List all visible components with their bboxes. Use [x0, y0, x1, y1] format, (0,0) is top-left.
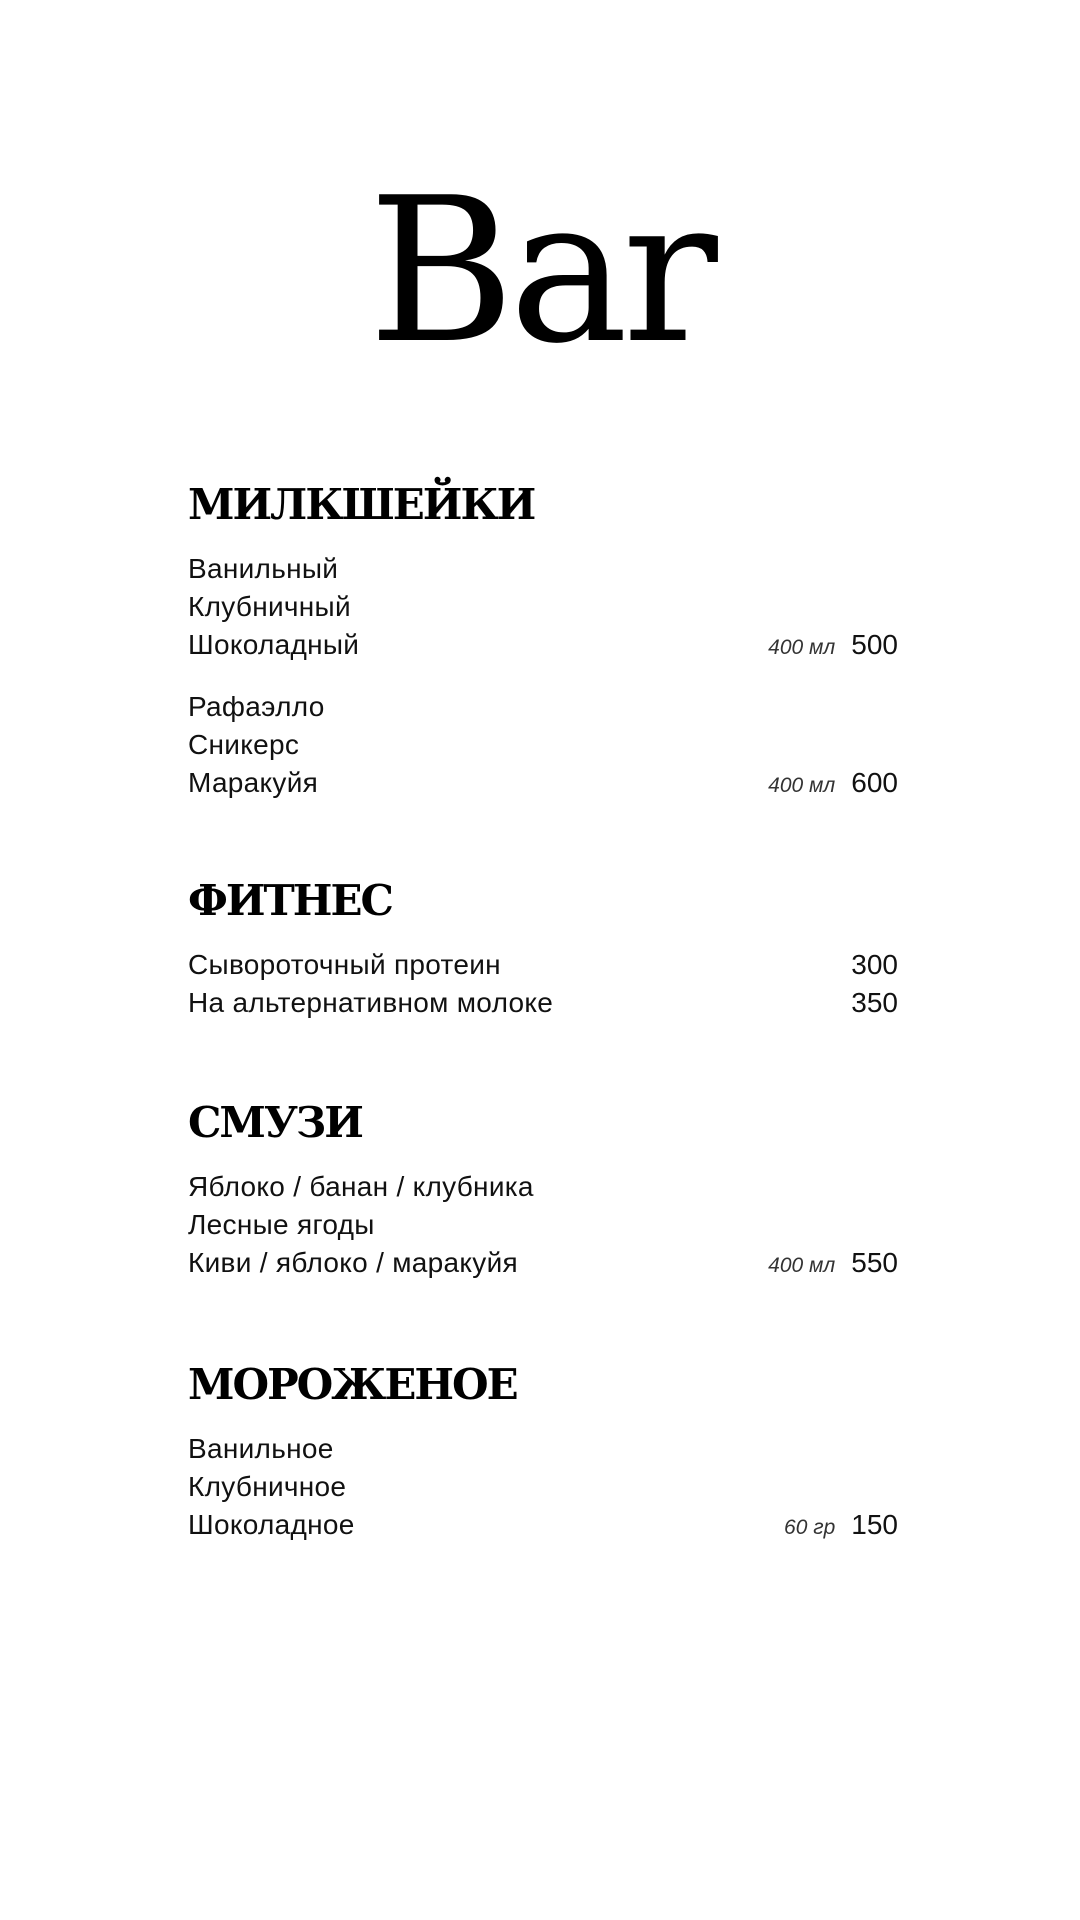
item-price: 500	[851, 629, 898, 660]
item-price: 600	[851, 767, 898, 798]
section-title-icecream: МОРОЖЕНОЕ	[188, 1360, 517, 1409]
menu-item	[188, 1206, 898, 1244]
item-volume: 400 мл	[768, 1254, 836, 1277]
price-block	[768, 1244, 898, 1285]
menu-item	[188, 1244, 898, 1282]
item-volume: 60 гр	[784, 1516, 836, 1539]
item-name: Клубничное	[188, 1471, 347, 1502]
menu-item	[188, 764, 898, 802]
section-milkshakes	[188, 480, 898, 802]
section-title-fitness: ФИТНЕС	[188, 876, 392, 925]
section-title-smoothies: СМУЗИ	[188, 1098, 362, 1147]
item-name: Шоколадный	[188, 629, 360, 660]
item-name: Ванильный	[188, 553, 339, 584]
menu-group-milkshakes-classic	[188, 550, 898, 664]
price-block	[784, 1506, 898, 1547]
item-name: Маракуйя	[188, 767, 319, 798]
menu-list	[188, 480, 898, 1544]
item-name: Яблоко / банан / клубника	[188, 1171, 534, 1202]
item-price: 350	[851, 987, 898, 1018]
section-fitness	[188, 876, 898, 1022]
section-smoothies	[188, 1098, 898, 1282]
item-price: 550	[851, 1247, 898, 1278]
menu-item	[188, 588, 898, 626]
item-name: Рафаэлло	[188, 691, 325, 722]
item-name: Шоколадное	[188, 1509, 355, 1540]
item-name: Сывороточный протеин	[188, 949, 501, 980]
item-name: Клубничный	[188, 591, 351, 622]
section-icecream	[188, 1360, 898, 1544]
menu-item	[188, 1468, 898, 1506]
menu-item	[188, 626, 898, 664]
item-name: Киви / яблоко / маракуйя	[188, 1247, 518, 1278]
section-title-milkshakes: МИЛКШЕЙКИ	[188, 480, 535, 529]
menu-item	[188, 1168, 898, 1206]
menu-group-milkshakes-special	[188, 688, 898, 802]
item-price: 300	[851, 949, 898, 980]
menu-item	[188, 688, 898, 726]
item-price: 150	[851, 1509, 898, 1540]
item-volume: 400 мл	[768, 636, 836, 659]
menu-item	[188, 726, 898, 764]
menu-item	[188, 550, 898, 588]
item-name: Лесные ягоды	[188, 1209, 375, 1240]
menu-item	[188, 984, 898, 1022]
item-name: Ванильное	[188, 1433, 334, 1464]
menu-item	[188, 1430, 898, 1468]
price-block	[768, 626, 898, 667]
item-volume: 400 мл	[768, 774, 836, 797]
menu-item	[188, 1506, 898, 1544]
price-block	[768, 764, 898, 805]
item-name: Сникерс	[188, 729, 300, 760]
page-title: Bar	[368, 155, 712, 388]
menu-item	[188, 946, 898, 984]
item-name: На альтернативном молоке	[188, 987, 554, 1018]
